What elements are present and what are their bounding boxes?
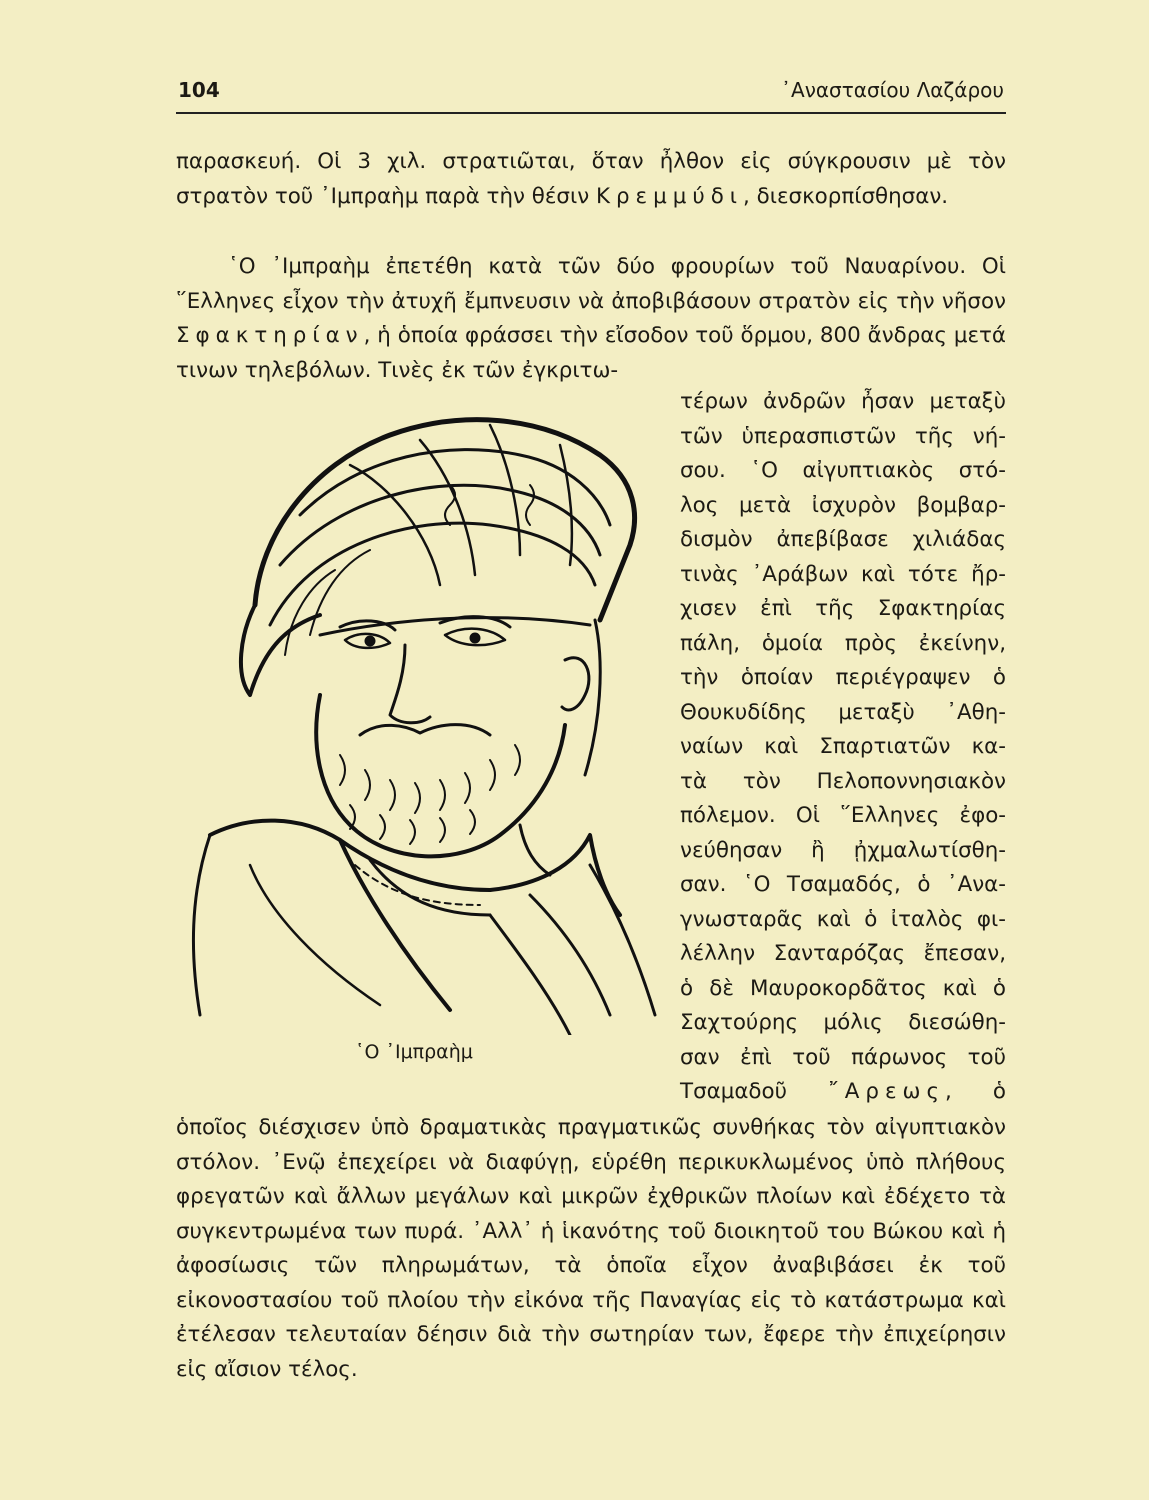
side-line: τινὰς ᾿Αράβων καὶ τότε ἤρ- bbox=[680, 561, 1006, 587]
paragraph-1-text-a: παρασκευή. Οἱ 3 χιλ. στρατιῶται, ὅταν ἦλθον εἰς σύγκρουσιν μὲ τὸν στρατὸν τοῦ ᾿Ιμπραὴμ παρὰ τὴν θέσιν bbox=[176, 149, 1006, 209]
paragraph-2-text-b: , ἡ ὁποία φράσσει τὴν εἴσοδον τοῦ ὅρμου, 800 ἄνδρας μετά τινων τηλεβόλων. Τινὲς ἐκ τῶν ἐγκριτω- bbox=[176, 323, 1006, 383]
side-line: Σαχτούρης μόλις διεσώθη- bbox=[680, 1010, 1006, 1035]
side-line: τὰ τὸν Πελοποννησιακὸν bbox=[680, 768, 1006, 794]
side-line: τῶν ὑπερασπιστῶν τῆς νή- bbox=[680, 423, 1006, 449]
side-line: ναίων καὶ Σπαρτιατῶν κα- bbox=[680, 734, 1006, 759]
side-column bbox=[680, 385, 1006, 1110]
side-line: σαν. ῾Ο Τσαμαδός, ὁ ᾿Ανα- bbox=[680, 872, 1006, 897]
side-line: λέλλην Σανταρόζας ἔπεσαν, bbox=[680, 941, 1006, 966]
ship-name-ares: ῎Αρεως bbox=[828, 1079, 946, 1104]
side-line: λος μετὰ ἰσχυρὸν βομβαρ- bbox=[680, 492, 1006, 518]
side-line: δισμὸν ἀπεβίβασε χιλιάδας bbox=[680, 527, 1006, 552]
side-line: σου. ῾Ο αἰγυπτιακὸς στό- bbox=[680, 458, 1006, 483]
side-line: τέρων ἀνδρῶν ἦσαν μεταξὺ bbox=[680, 389, 1006, 414]
paragraph-2-text-a: ῾Ο ᾿Ιμπραὴμ ἐπετέθη κατὰ τῶν δύο φρουρίων τοῦ Ναυαρίνου. Οἱ ῞Ελληνες εἶχον τὴν ἀτυχῆ ἔμπνευσιν νὰ ἀποβιβάσουν στρατὸν εἰς τὴν νῆσον bbox=[176, 254, 1006, 314]
place-name-sfaktiria: Σφακτηρίαν bbox=[176, 323, 364, 348]
side-line-last bbox=[680, 1075, 1006, 1110]
paragraph-3: ὁποῖος διέσχισεν ὑπὸ δραματικὰς πραγματικῶς συνθήκας τὸν αἰγυπτιακὸν στόλον. ᾿Ενῷ ἐπεχείρει νὰ διαφύγῃ, εὑρέθη περικυκλωμένος ὑπὸ πλήθους φρεγατῶν καὶ ἄλλων μεγάλων καὶ μικρῶν ἐχθρικῶν πλοίων καὶ ἐδέχετο τὰ συγκεντρωμένα των πυρά. ᾿Αλλ᾿ ἡ ἱκανότης τοῦ διοικητοῦ του Βώκου καὶ ἡ ἀφοσίωσις τῶν πληρωμάτων, τὰ ὁποῖα εἶχον ἀναβιβάσει ἐκ τοῦ εἰκονοστασίου τοῦ πλοίου τὴν εἰκόνα τῆς Παναγίας εἰς τὸ κατάστρωμα καὶ ἐτέλεσαν τελευταίαν δέησιν διὰ τὴν σωτηρίαν των, ἔφερε τὴν ἐπιχείρησιν εἰς αἴσιον τέλος. bbox=[176, 1115, 1006, 1382]
figure-caption: ῾Ο ᾿Ιμπραὴμ bbox=[355, 1041, 473, 1063]
side-line: πόλεμον. Οἱ ῞Ελληνες ἐφο- bbox=[680, 803, 1006, 828]
portrait-illustration bbox=[190, 395, 665, 1035]
page-number: 104 bbox=[178, 78, 220, 102]
place-name-kremmydi: Κρεμμύδι bbox=[595, 183, 744, 209]
paragraph-2 bbox=[176, 250, 1006, 388]
side-line: ὁ δὲ Μαυροκορδᾶτος καὶ ὁ bbox=[680, 975, 1006, 1001]
running-head: ᾿Αναστασίου Λαζάρου bbox=[781, 78, 1004, 102]
side-text: Τσαμαδοῦ bbox=[680, 1079, 829, 1104]
page-header bbox=[176, 72, 1006, 114]
side-line: χισεν ἐπὶ τῆς Σφακτηρίας bbox=[680, 596, 1006, 621]
side-line: Θουκυδίδης μεταξὺ ᾿Αθη- bbox=[680, 699, 1006, 725]
side-text: , ὁ bbox=[945, 1079, 1006, 1104]
side-line: σαν ἐπὶ τοῦ πάρωνος τοῦ bbox=[680, 1044, 1006, 1070]
paragraph-1-text-b: , διεσκορπίσθησαν. bbox=[743, 183, 949, 209]
paragraph-1 bbox=[176, 145, 1006, 214]
ibrahim-portrait-icon bbox=[190, 395, 665, 1035]
side-line: νεύθησαν ἢ ᾐχμαλωτίσθη- bbox=[680, 837, 1006, 863]
side-line: πάλη, ὁμοία πρὸς ἐκείνην, bbox=[680, 630, 1006, 656]
side-line: τὴν ὁποίαν περιέγραψεν ὁ bbox=[680, 665, 1006, 690]
side-line: γνωσταρᾶς καὶ ὁ ἰταλὸς φι- bbox=[680, 906, 1006, 932]
